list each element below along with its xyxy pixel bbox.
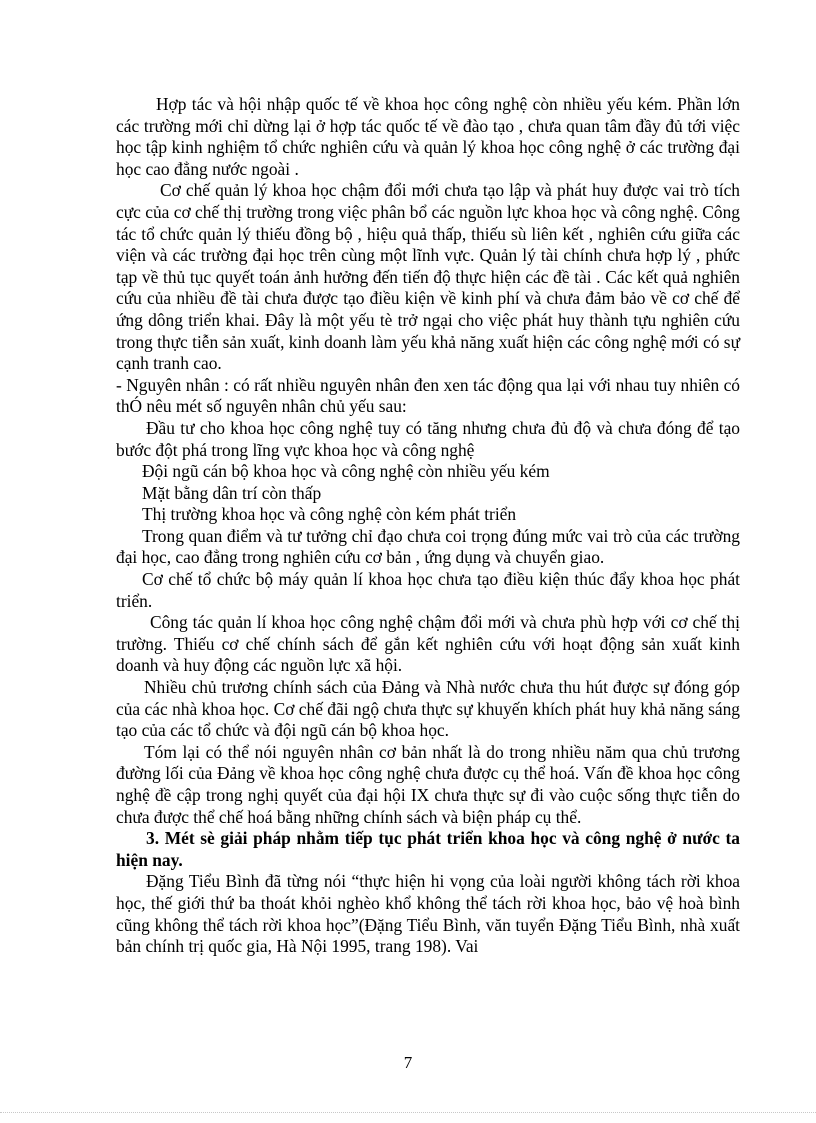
list-item-staff: Đội ngũ cán bộ khoa học và công nghệ còn nhiều yếu kém [142, 461, 550, 482]
paragraph-international-cooperation: Hợp tác và hội nhập quốc tế về khoa học công nghệ còn nhiều yếu kém. Phần lớn các trường mới chỉ dừng lại ở hợp tác quốc tế về đào tạo , chưa quan tâm đầy đủ tới việc học tập kinh nghiệm tổ chức nghiên cứu và quản lý khoa học công nghệ ở các trường đại học cao đẳng nước ngoài . [116, 94, 740, 179]
body-text [116, 94, 740, 958]
list-item-market: Thị trường khoa học và công nghệ còn kém phát triển [142, 504, 517, 525]
section-heading-solutions: 3. Mét sè giải pháp nhằm tiếp tục phát triển khoa học và công nghệ ở nước ta hiện nay. [116, 828, 740, 870]
list-item-management-reform: Công tác quản lí khoa học công nghệ chậm đổi mới và chưa phù hợp với cơ chế thị trường. Thiếu cơ chế chính sách để gắn kết nghiên cứu với hoạt động sản xuất kinh doanh và huy động các nguồn lực xã hội. [116, 612, 740, 676]
page-number: 7 [403, 1053, 413, 1072]
paragraph-causes-intro: - Nguyên nhân : có rất nhiều nguyên nhân đen xen tác động qua lại với nhau tuy nhiên có thÓ nêu mét số nguyên nhân chủ yếu sau: [116, 374, 740, 417]
list-item-investment: Đầu tư cho khoa học công nghệ tuy có tăng nhưng chưa đủ độ và chưa đóng để tạo bước đột phá trong lĩng vực khoa học và công nghệ [116, 417, 740, 460]
paragraph-management-mechanism: Cơ chế quản lý khoa học chậm đổi mới chưa tạo lập và phát huy được vai trò tích cực của cơ chế thị trường trong việc phân bổ các nguồn lực khoa học và công nghệ. Công tác tổ chức quản lý thiếu đồng bộ , hiệu quả thấp, thiếu sù liên kết , nghiên cứu giữa các viện và các trường đại học trên cùng một lĩnh vực. Quản lý tài chính chưa hợp lý , phức tạp về thủ tục quyết toán ảnh hưởng đến tiến độ thực hiện các đề tài . Các kết quả nghiên cứu của nhiều đề tài chưa được tạo điều kiện về kinh phí và chưa đảm bảo về cơ chế để ứng dông triển khai. Đây là một yếu tè trở ngại cho việc phát huy thành tựu nghiên cứu trong thực tiễn sản xuất, kinh doanh làm yếu khả năng xuất hiện các công nghệ mới có sự cạnh tranh cao. [116, 180, 740, 374]
list-item-policies: Nhiều chủ trương chính sách của Đảng và Nhà nước chưa thu hút được sự đóng góp của các nhà khoa học. Cơ chế đãi ngộ chưa thực sự khuyến khích phát huy khả năng sáng tạo của các tổ chức và đội ngũ cán bộ khoa học. [116, 677, 740, 741]
list-item-education-level: Mặt bằng dân trí còn thấp [142, 482, 322, 503]
list-item-organization: Cơ chế tổ chức bộ máy quản lí khoa học chưa tạo điều kiện thúc đẩy khoa học phát triển. [116, 569, 740, 611]
paragraph-summary: Tóm lại có thể nói nguyên nhân cơ bản nhất là do trong nhiều năm qua chủ trương đường lối của Đảng về khoa học công nghệ chưa được cụ thể hoá. Vấn đề khoa học công nghệ đề cập trong nghị quyết của đại hội IX chưa thực sự đi vào cuộc sống thực tiễn do chưa được thể chế hoá bằng những chính sách và biện pháp cụ thể. [116, 741, 740, 827]
page-bottom-divider [0, 1112, 816, 1113]
list-item-guiding-view: Trong quan điểm và tư tưởng chỉ đạo chưa coi trọng đúng mức vai trò của các trường đại học, cao đẳng trong nghiên cứu cơ bản , ứng dụng và chuyển giao. [116, 525, 740, 568]
paragraph-deng-quote: Đặng Tiểu Bình đã từng nói “thực hiện hi vọng của loài người không tách rời khoa học, thế giới thứ ba thoát khỏi nghèo khổ không thể tách rời khoa học, bảo vệ hoà bình cũng không thể tách rời khoa học”(Đặng Tiểu Bình, văn tuyển Đặng Tiểu Bình, nhà xuất bản chính trị quốc gia, Hà Nội 1995, trang 198). Vai [116, 871, 740, 957]
